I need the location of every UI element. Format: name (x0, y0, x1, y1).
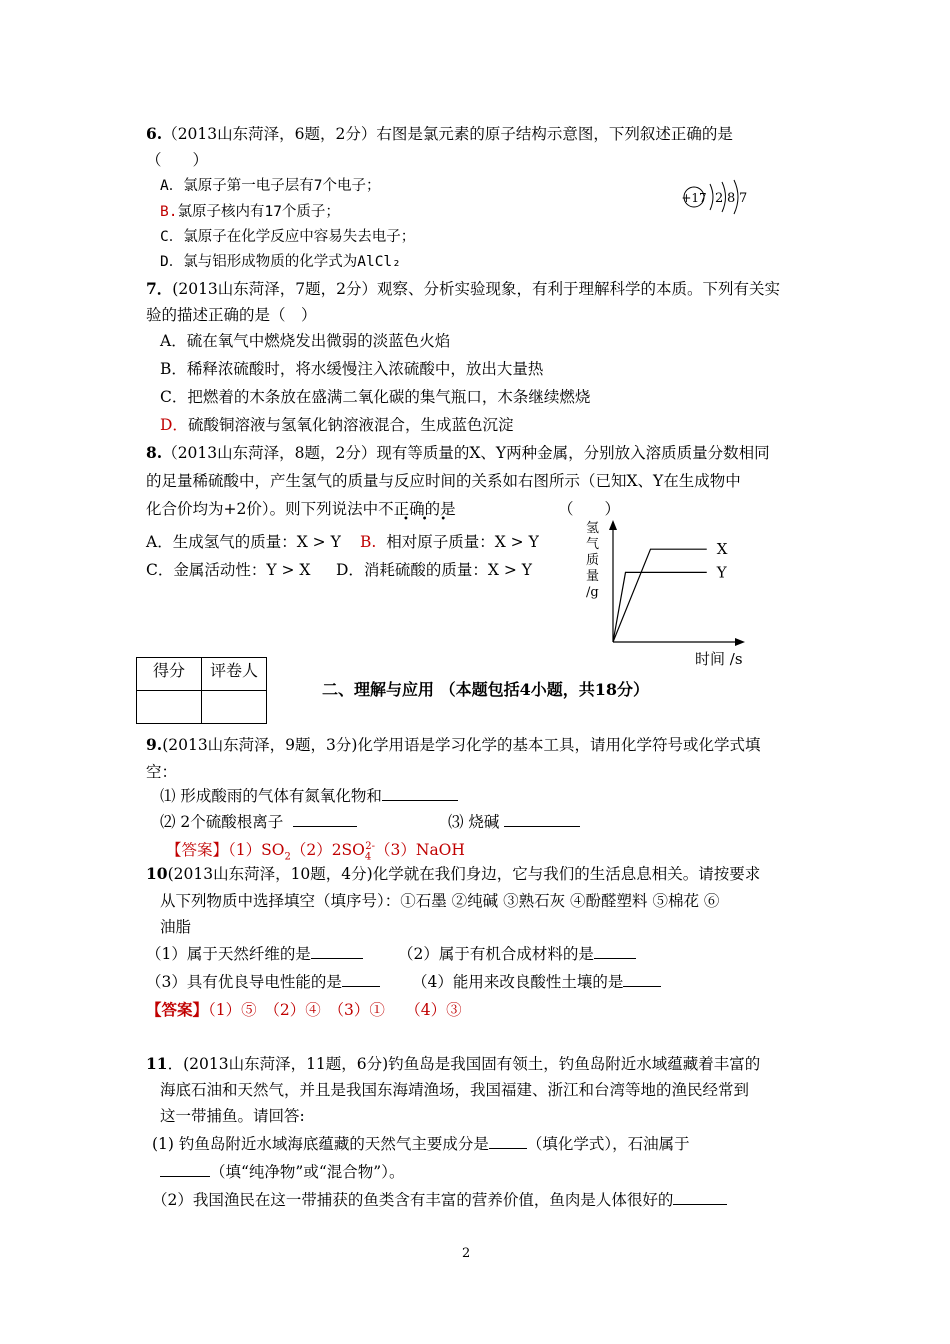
q7-option-b: B．稀释浓硫酸时，将水缓慢注入浓硫酸中，放出大量热 (160, 360, 544, 378)
score-cell[interactable] (137, 691, 202, 724)
emphasis-dots: • • • (403, 514, 447, 525)
atom-nucleus-label: +17 (681, 191, 707, 205)
q6-option-a: A．氯原子第一电子层有7个电子； (160, 178, 381, 194)
q10-answer-label: 【答案】 (146, 1000, 209, 1019)
q9-answer: 【答案】$(1)SO_2(2)2SO_4^{2-}(3)NaOH$ (166, 841, 465, 863)
q10-part4: （4）能用来改良酸性土壤的是 (412, 972, 661, 992)
series-label-x: X (716, 540, 728, 559)
q6-option-c: C．氯原子在化学反应中容易失去电子； (160, 229, 416, 245)
q9-stem-line1: 9.(2013山东菏泽，9题，3分)化学用语是学习化学的基本工具，请用化学符号或化学式填 (146, 735, 761, 754)
chart-y-label-char: /g (586, 585, 599, 600)
q10-part3: （3）具有优良导电性能的是 (146, 972, 380, 992)
grader-header: 评卷人 (202, 658, 267, 691)
chlorine-atom-diagram (680, 180, 760, 214)
q11-part1: (1) 钓鱼岛附近水域海底蕴藏的天然气主要成分是 （填化学式），石油属于 (152, 1135, 690, 1153)
chart-y-label-char: 气 (586, 537, 600, 552)
q10-blank-3[interactable] (342, 972, 380, 987)
q10-number: 10 (146, 864, 168, 883)
series-line-x (613, 549, 707, 642)
q10-blank-2[interactable] (594, 944, 636, 959)
q6-option-b-letter: B. (160, 204, 178, 220)
q8-stem-line1: 8.（2013山东菏泽，8题，2分）现有等质量的X、Y两种金属，分别放入溶质质量分数相同 (146, 443, 770, 462)
chart-y-label-char: 氢 (586, 521, 600, 536)
q6-stem-line (146, 124, 733, 144)
chart-x-label: 时间 /s (695, 650, 743, 668)
q8-emphasis: 不正确 (378, 500, 425, 518)
page-number: 2 (462, 1246, 471, 1261)
q9-stem-line2: 空： (146, 763, 178, 781)
atom-shell-1: 2 (715, 191, 724, 206)
score-table (136, 657, 267, 724)
q9-part2: ⑵ 2个硫酸根离子 (160, 812, 357, 832)
chart-x-arrow (735, 638, 745, 646)
q10-stem-line1: 10(2013山东菏泽，10题，4分)化学就在我们身边，它与我们的生活息息相关。请按要求 (146, 864, 761, 883)
q10-blank-1[interactable] (311, 944, 363, 959)
q8-option-c: C．金属活动性：Y > X (146, 561, 311, 579)
chart-y-arrow (609, 520, 617, 530)
q8-number: 8. (146, 443, 163, 462)
q6-number: 6. (146, 124, 163, 143)
q8-option-d: D．消耗硫酸的质量：X > Y (336, 561, 533, 579)
atom-shell-2: 8 (727, 191, 736, 206)
q8-stem-line3: 化合价均为+2价）。则下列说法中不正确的是 (146, 500, 456, 518)
q8-stem-line2: 的足量稀硫酸中，产生氢气的质量与反应时间的关系如右图所示（已知X、Y在生成物中 (146, 472, 741, 490)
q10-stem-line2: 从下列物质中选择填空（填序号）：①石墨 ②纯碱 ③熟石灰 ④酚醛塑料 ⑤棉花 ⑥ (160, 892, 720, 910)
q7-option-c: C．把燃着的木条放在盛满二氧化碳的集气瓶口，木条继续燃烧 (160, 388, 591, 406)
q6-option-b: B.氯原子核内有17个质子； (160, 204, 340, 220)
q8-answer-paren: （ ） (558, 500, 621, 518)
q10-stem-line3: 油脂 (160, 918, 192, 936)
q11-stem-line1: 11．(2013山东菏泽，11题，6分)钓鱼岛是我国固有领土，钓鱼岛附近水域蕴藏着丰富的 (146, 1054, 761, 1073)
q10-part1: （1）属于天然纤维的是 (146, 944, 363, 964)
q11-stem-line2: 海底石油和天然气，并且是我国东海靖渔场，我国福建、浙江和台湾等地的渔民经常到 (160, 1081, 750, 1099)
q6-stem: （2013山东菏泽，6题，2分）右图是氯元素的原子结构示意图，下列叙述正确的是 (162, 125, 733, 143)
grader-cell[interactable] (202, 691, 267, 724)
q9-answer-label: 【答案】 (166, 841, 229, 860)
score-header: 得分 (137, 658, 202, 691)
q8-option-b: B. 相对原子质量：X > Y (360, 533, 539, 551)
q7-number: 7． (146, 279, 173, 298)
q10-answer: 【答案】（1）⑤ （2）④ （3）① （4）③ (146, 1000, 462, 1019)
q7-stem-line1: 7．(2013山东菏泽，7题，2分）观察、分析实验现象，有利于理解科学的本质。下列有关实 (146, 279, 781, 298)
q7-option-d: D．硫酸铜溶液与氢氧化钠溶液混合，生成蓝色沉淀 (160, 416, 514, 434)
atom-shell-3: 7 (739, 191, 748, 206)
chart-y-label-char: 质 (586, 553, 600, 568)
q11-number: 11 (146, 1054, 168, 1073)
q9-blank-3[interactable] (504, 812, 580, 827)
q8-option-a: A．生成氢气的质量：X > Y (146, 533, 341, 551)
q9-part1: ⑴ 形成酸雨的气体有氮氧化物和 (160, 786, 458, 806)
hydrogen-mass-chart (580, 518, 760, 670)
q11-stem-line3: 这一带捕鱼。请回答: (160, 1107, 305, 1125)
q8-option-b-letter: B. (360, 533, 377, 551)
q7-option-d-letter: D． (160, 416, 188, 434)
q11-part2: （2）我国渔民在这一带捕获的鱼类含有丰富的营养价值，鱼肉是人体很好的 (152, 1190, 727, 1210)
q11-part1-cont: （填“纯净物”或“混合物”）。 (160, 1162, 404, 1182)
q9-part3: ⑶ 烧碱 (448, 812, 580, 832)
q11-blank-1[interactable] (489, 1134, 527, 1149)
q6-option-d: D．氯与铝形成物质的化学式为AlCl₂ (160, 254, 401, 270)
q9-blank-2[interactable] (293, 812, 357, 827)
q6-answer-paren: （ ） (146, 151, 209, 169)
q9-number: 9. (146, 735, 163, 754)
q9-blank-1[interactable] (382, 786, 458, 801)
q10-blank-4[interactable] (623, 972, 661, 987)
q7-stem-line2: 验的描述正确的是（ ） (146, 306, 317, 324)
section2-heading: 二、理解与应用 （本题包括4小题，共18分） (322, 680, 649, 699)
chart-y-label-char: 量 (586, 569, 600, 584)
series-label-y: Y (716, 563, 727, 582)
q11-blank-2[interactable] (160, 1162, 210, 1177)
q7-option-a: A．硫在氧气中燃烧发出微弱的淡蓝色火焰 (160, 332, 451, 350)
q11-blank-3[interactable] (673, 1190, 727, 1205)
q10-part2: （2）属于有机合成材料的是 (398, 944, 636, 964)
